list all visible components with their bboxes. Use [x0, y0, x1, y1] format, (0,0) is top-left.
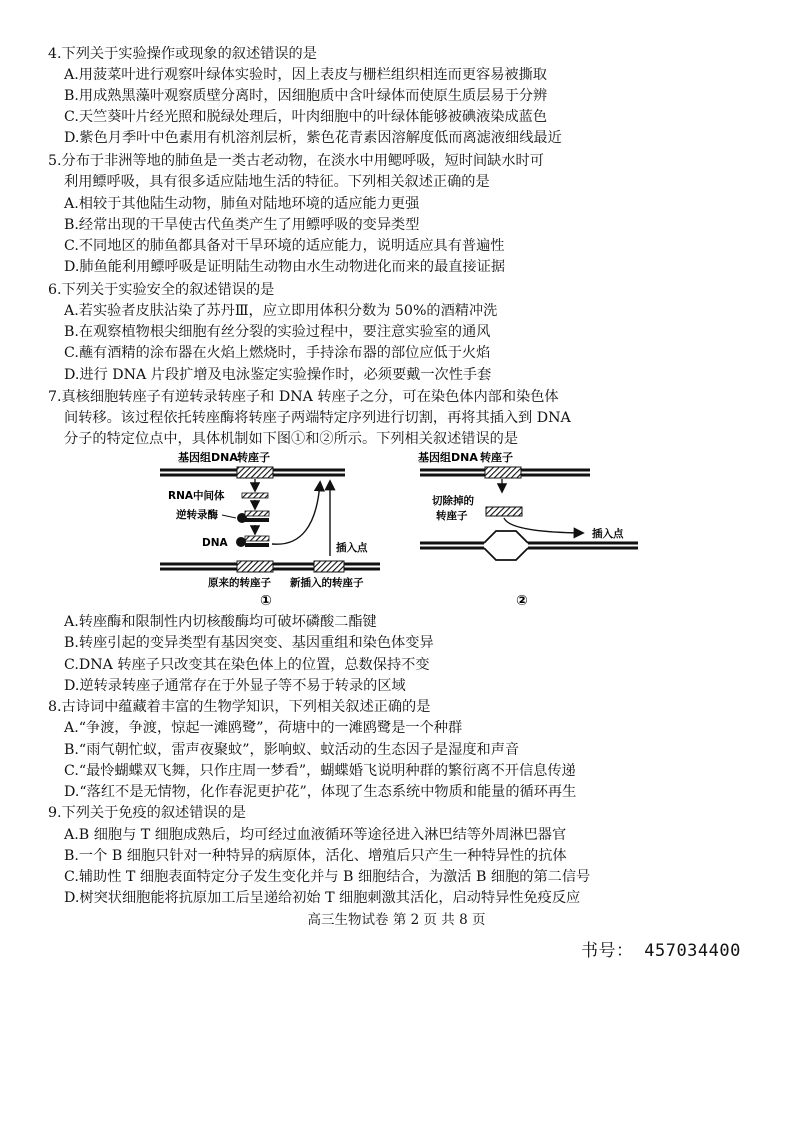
question-5-option-d: D.肺鱼能利用鳔呼吸是证明陆生动物由水生动物进化而来的最直接证据	[64, 259, 506, 275]
fig1-rna-intermediate	[242, 493, 268, 498]
question-5-option-c: C.不同地区的肺鱼都具备对干旱环境的适应能力，说明适应具有普遍性	[64, 238, 505, 254]
fig1-transposon-label: 转座子	[237, 451, 270, 464]
question-8-option-b: B.“雨气朝忙蚁，雷声夜聚蚊”，影响蚁、蚊活动的生态因子是湿度和声音	[64, 742, 520, 758]
question-7-option-a: A.转座酶和限制性内切核酸酶均可破坏磷酸二酯键	[64, 614, 377, 630]
fig1-number: ①	[260, 593, 272, 609]
page-footer: 高三生物试卷 第 2 页 共 8 页	[307, 912, 486, 928]
question-7-option-c: C.DNA 转座子只改变其在染色体上的位置，总数保持不变	[64, 657, 430, 673]
question-7-stem-line-3: 分子的特定位点中，具体机制如下图①和②所示。下列相关叙述错误的是	[64, 431, 519, 447]
question-4-option-a: A.用菠菜叶进行观察叶绿体实验时，因上表皮与栅栏组织相连而更容易被撕取	[64, 67, 547, 83]
fig1-new-transposon-label: 新插入的转座子	[290, 577, 364, 589]
question-4-option-c: C.天竺葵叶片经光照和脱绿处理后，叶肉细胞中的叶绿体能够被碘液染成蓝色	[64, 109, 548, 125]
question-7-option-d: D.逆转录转座子通常存在于外显子等不易于转录的区域	[64, 678, 406, 694]
question-9-option-d: D.树突状细胞能将抗原加工后呈递给初始 T 细胞刺激其活化，启动特异性免疫反应	[64, 890, 581, 906]
question-8-option-d: D.“落红不是无情物，化作春泥更护花”，体现了生态系统中物质和能量的循环再生	[64, 784, 577, 800]
question-5-stem-line-2: 利用鳔呼吸，具有很多适应陆地生活的特征。下列相关叙述正确的是	[64, 174, 490, 190]
question-6-stem: 6.下列关于实验安全的叙述错误的是	[48, 282, 275, 298]
question-9-option-c: C.辅助性 T 细胞表面特定分子发生变化并与 B 细胞结合，为激活 B 细胞的第二信号	[64, 869, 591, 885]
fig2-top-genomic-dna	[420, 467, 590, 478]
question-4-option-d: D.紫色月季叶中色素用有机溶剂层析，紫色花青素因溶解度低而离滤液细线最近	[64, 130, 562, 146]
fig1-curve-arrow	[272, 483, 320, 544]
transposon-figure	[150, 448, 650, 610]
fig2-transposon-label: 转座子	[480, 451, 513, 464]
question-6-option-b: B.在观察植物根尖细胞有丝分裂的实验过程中，要注意实验室的通风	[64, 324, 491, 340]
question-7-stem-line-1: 7.真核细胞转座子有逆转录转座子和 DNA 转座子之分，可在染色体内部和染色体	[48, 389, 559, 405]
question-6-option-d: D.进行 DNA 片段扩增及电泳鉴定实验操作时，必须要戴一次性手套	[64, 367, 492, 383]
fig1-insertion-site-label: 插入点	[336, 542, 368, 554]
question-9-option-a: A.B 细胞与 T 细胞成熟后，均可经过血液循环等途径进入淋巴结等外周淋巴器官	[64, 827, 567, 843]
question-6-option-a: A.若实验者皮肤沾染了苏丹Ⅲ，应立即用体积分数为 50%的酒精冲洗	[64, 303, 498, 319]
question-5-option-a: A.相较于其他陆生动物，肺鱼对陆地环境的适应能力更强	[64, 196, 420, 212]
question-8-option-c: C.“最怜蝴蝶双飞舞，只作庄周一梦看”，蝴蝶婚飞说明种群的繁衍离不开信息传递	[64, 763, 576, 779]
question-9-option-b: B.一个 B 细胞只针对一种特异的病原体，活化、增殖后只产生一种特异性的抗体	[64, 848, 567, 864]
question-9-stem: 9.下列关于免疫的叙述错误的是	[48, 805, 246, 821]
question-8-stem: 8.古诗词中蕴藏着丰富的生物学知识，下列相关叙述正确的是	[48, 699, 431, 715]
fig1-dna-label: DNA	[202, 537, 228, 549]
question-6-option-c: C.蘸有酒精的涂布器在火焰上燃烧时，手持涂布器的部位应低于火焰	[64, 345, 491, 361]
question-5-stem-line-1: 5.分布于非洲等地的肺鱼是一类古老动物，在淡水中用鳃呼吸，短时间缺水时可	[48, 153, 544, 169]
fig2-excised-label-2: 转座子	[436, 510, 468, 522]
question-4-stem: 4.下列关于实验操作或现象的叙述错误的是	[48, 46, 317, 62]
fig1-reverse-transcriptase-label: 逆转录酶	[176, 509, 218, 521]
question-5-option-b: B.经常出现的干旱使古代鱼类产生了用鳔呼吸的变异类型	[64, 217, 420, 233]
fig1-rna-intermediate-label: RNA中间体	[168, 490, 225, 502]
question-7-option-b: B.转座引起的变异类型有基因突变、基因重组和染色体变异	[64, 635, 434, 651]
fig2-excised-transposon	[486, 507, 522, 516]
fig1-genomic-dna-label: 基因组DNA	[178, 451, 238, 464]
book-number: 书号： 457034400	[581, 941, 741, 961]
question-4-option-b: B.用成熟黑藻叶观察质壁分离时，因细胞质中含叶绿体而使原生质层易于分辨	[64, 88, 548, 104]
fig1-top-genomic-dna	[160, 467, 345, 478]
fig1-bottom-genomic-dna	[160, 561, 380, 572]
question-7-stem-line-2: 间转移。该过程依托转座酶将转座子两端特定序列进行切割，再将其插入到 DNA	[64, 410, 571, 426]
fig1-original-transposon-label: 原来的转座子	[208, 577, 271, 589]
fig2-genomic-dna-label: 基因组DNA	[418, 451, 478, 464]
question-8-option-a: A.“争渡，争渡，惊起一滩鸥鹭”，荷塘中的一滩鸥鹭是一个种群	[64, 720, 463, 736]
fig2-number: ②	[516, 593, 528, 609]
fig2-excised-label-1: 切除掉的	[432, 495, 474, 507]
fig2-insertion-site-label: 插入点	[592, 528, 624, 540]
